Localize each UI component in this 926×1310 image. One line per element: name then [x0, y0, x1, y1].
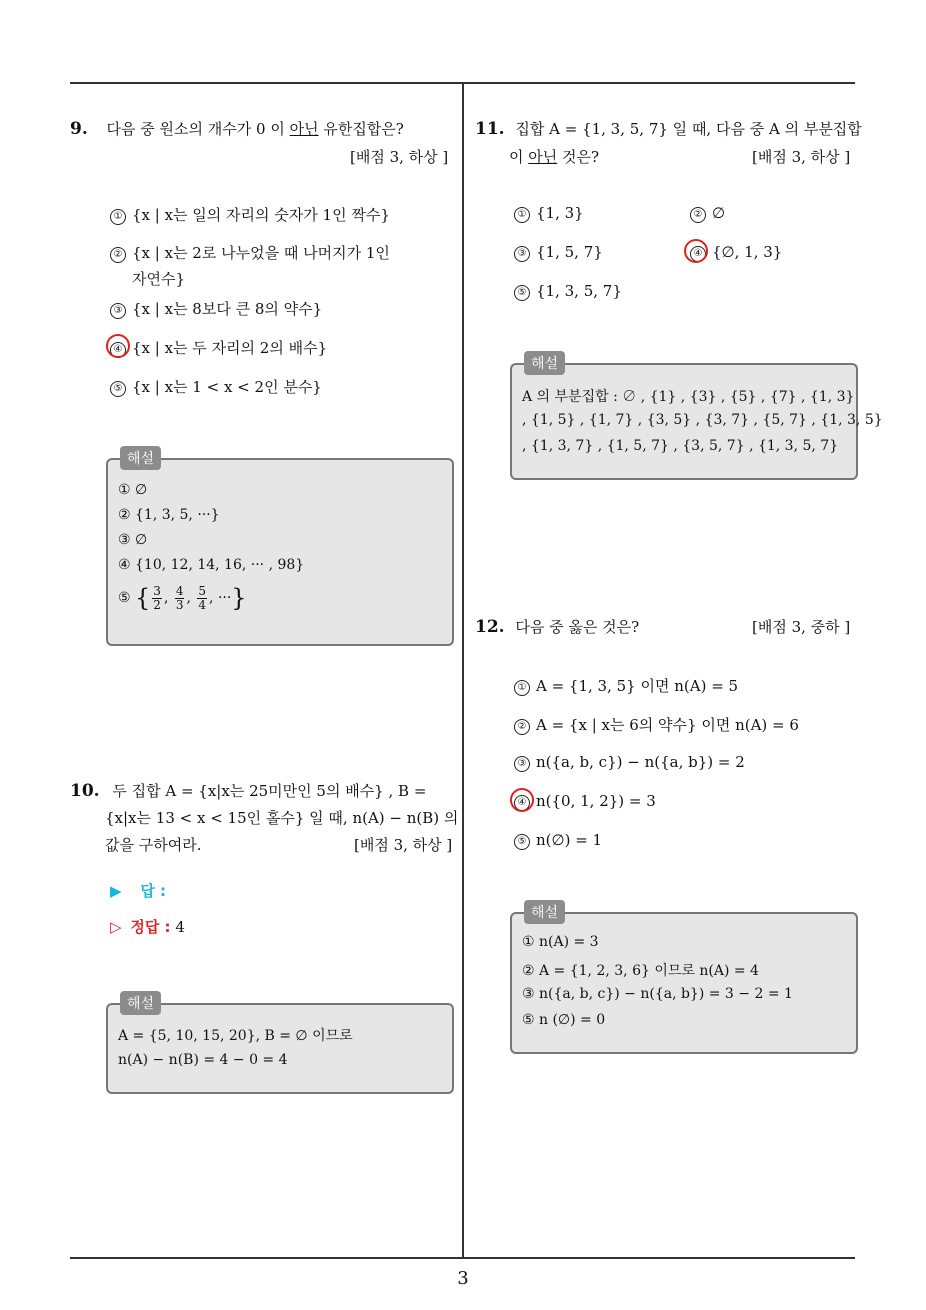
q10-line-1 — [70, 780, 426, 801]
q12-option-2[interactable] — [514, 714, 799, 735]
q9-option-5[interactable] — [110, 376, 322, 397]
q12-option-4[interactable] — [514, 792, 656, 811]
q9-option-3[interactable] — [110, 298, 322, 319]
q12-option-1-text: A = {1, 3, 5} 이면 n(A) = 5 — [536, 677, 739, 695]
q9-frac-2: $\frac{4}{3}$ — [175, 583, 184, 612]
q9-option-2-text: {x | x는 2로 나누었을 때 나머지가 1인 — [132, 244, 390, 262]
q11-option-5-num: ⑤ — [514, 285, 530, 301]
q9-option-4-text: {x | x는 두 자리의 2의 배수} — [132, 339, 328, 357]
q12-text: 다음 중 옳은 것은? — [515, 618, 640, 636]
q11-option-1-text: {1, 3} — [536, 204, 584, 222]
q12-option-5[interactable] — [514, 831, 602, 850]
q11-option-2-num: ② — [690, 207, 706, 223]
q12-score: [배점 3, 중하 ] — [752, 618, 851, 636]
q12-option-5-text: n(∅) = 1 — [536, 831, 603, 849]
q9-brace-open: { — [135, 584, 151, 612]
q12-option-1-num: ① — [514, 680, 530, 696]
q12-option-5-num: ⑤ — [514, 834, 530, 850]
q11-option-2[interactable] — [690, 204, 725, 223]
q12-option-3-text: n({a, b, c}) − n({a, b}) = 2 — [536, 753, 745, 771]
q12-number: 12. — [475, 617, 505, 637]
q11-explanation-line-2: , {1, 5} , {1, 7} , {3, 5} , {3, 7} , {5, 7} , {1, 3, 5} — [522, 412, 883, 428]
q9-option-1-num: ① — [110, 209, 126, 225]
q12-option-2-num: ② — [514, 719, 530, 735]
page-number: 3 — [457, 1268, 469, 1289]
q9-text-after: 유한집합은? — [318, 120, 404, 138]
q11-explanation-tag: 해설 — [524, 351, 565, 375]
q11-option-5[interactable] — [514, 282, 622, 301]
q11-text-1: 집합 A = {1, 3, 5, 7} 일 때, 다음 중 A 의 부분집합 — [515, 120, 862, 138]
q11-text-2-underline: 아닌 — [528, 148, 558, 166]
q12-option-3[interactable] — [514, 753, 745, 772]
q9-explanation-line-1: ① ∅ — [118, 482, 148, 498]
q9-explanation-5-num: ⑤ — [118, 590, 131, 606]
q10-explanation-tag: 해설 — [120, 991, 161, 1015]
q11-explanation-line-1: A 의 부분집합 : ∅ , {1} , {3} , {5} , {7} , {1, 3} — [522, 389, 855, 405]
answer-arrow-icon: ▶ — [110, 882, 122, 900]
q9-text: 다음 중 원소의 개수가 0 이 — [106, 120, 290, 138]
q9-option-2-cont — [132, 268, 185, 289]
q9-option-3-text: {x | x는 8보다 큰 8의 약수} — [132, 300, 323, 318]
q11-number: 11. — [475, 119, 505, 139]
q12-option-4-num: ④ — [514, 795, 530, 811]
q12-option-3-num: ③ — [514, 756, 530, 772]
q10-answer-row[interactable] — [110, 880, 166, 901]
q11-line-1 — [475, 118, 862, 139]
q9-option-2-num: ② — [110, 247, 126, 263]
q11-option-2-text: ∅ — [712, 204, 726, 222]
q10-explanation-line-1: A = {5, 10, 15, 20}, B = ∅ 이므로 — [118, 1028, 353, 1044]
q10-correct-label: 정답 : — [130, 918, 171, 936]
q9-frac-1: $\frac{3}{2}$ — [153, 583, 161, 612]
q12-answer-circle — [510, 788, 534, 812]
q9-option-1-text: {x | x는 일의 자리의 숫자가 1인 짝수} — [132, 206, 390, 224]
q9-option-5-num: ⑤ — [110, 381, 126, 397]
q9-answer-circle — [106, 334, 130, 358]
q9-explanation-line-3: ③ ∅ — [118, 532, 148, 548]
q9-explanation-line-2: ② {1, 3, 5, ···} — [118, 507, 220, 523]
q11-text-2-after: 것은? — [557, 148, 600, 166]
q12-option-2-text: A = {x | x는 6의 약수} 이면 n(A) = 6 — [536, 716, 799, 734]
q9-explanation-box — [106, 458, 454, 646]
q11-text-2: 이 — [509, 148, 529, 166]
q10-score: [배점 3, 하상 ] — [354, 836, 453, 854]
q11-option-5-text: {1, 3, 5, 7} — [536, 282, 622, 300]
q10-line-2: {x|x는 13 < x < 15인 홀수} 일 때, n(A) − n(B) 의 — [105, 809, 459, 827]
q10-answer-label: 답 : — [140, 882, 167, 900]
q9-option-5-text: {x | x는 1 < x < 2인 분수} — [132, 378, 322, 396]
q12-option-1[interactable] — [514, 675, 738, 696]
q11-line-2 — [509, 146, 599, 167]
q9-number: 9. — [70, 119, 88, 139]
q12-explanation-tag: 해설 — [524, 900, 565, 924]
q11-option-1[interactable] — [514, 204, 584, 223]
q9-option-4-num: ④ — [110, 342, 126, 358]
q12-explanation-line-4: ⑤ n (∅) = 0 — [522, 1012, 606, 1028]
q11-option-3[interactable] — [514, 243, 603, 262]
q10-correct-value: 4 — [175, 918, 185, 936]
q12-explanation-line-1: ① n(A) = 3 — [522, 934, 599, 950]
q9-option-2[interactable] — [110, 242, 390, 263]
q11-option-3-text: {1, 5, 7} — [536, 243, 603, 261]
q12-explanation-line-2: ② A = {1, 2, 3, 6} 이므로 n(A) = 4 — [522, 963, 759, 979]
bottom-rule — [70, 1257, 855, 1259]
q9-option-2-text-cont: 자연수} — [132, 270, 186, 288]
column-divider — [462, 84, 464, 1259]
q9-option-4[interactable] — [110, 337, 327, 358]
q11-option-4-num: ④ — [690, 246, 706, 262]
q10-line-3: 값을 구하여라. — [105, 836, 202, 854]
q11-explanation-line-3: , {1, 3, 7} , {1, 5, 7} , {3, 5, 7} , {1, 3, 5, 7} — [522, 438, 839, 454]
q10-explanation-box — [106, 1003, 454, 1094]
q11-score: [배점 3, 하상 ] — [752, 148, 851, 166]
q10-correct-row — [110, 916, 185, 937]
q12-explanation-line-3: ③ n({a, b, c}) − n({a, b}) = 3 − 2 = 1 — [522, 986, 793, 1002]
q9-text-underline: 아닌 — [289, 120, 319, 138]
q12-question — [475, 616, 639, 637]
q11-option-3-num: ③ — [514, 246, 530, 262]
q9-explanation-line-5: ⑤ { $\frac{3}{2}$ , $\frac{4}{3}$ , $\frac{5}{4}$ , ···} — [118, 583, 247, 612]
q10-number: 10. — [70, 781, 100, 801]
q9-explanation-line-4: ④ {10, 12, 14, 16, ··· , 98} — [118, 557, 305, 573]
q9-explanation-5-tail: ··· — [217, 590, 232, 606]
q10-text-1: 두 집합 A = {x|x는 25미만인 5의 배수} , B = — [112, 782, 427, 800]
q12-option-4-text: n({0, 1, 2}) = 3 — [536, 792, 656, 810]
q9-frac-3: $\frac{5}{4}$ — [198, 583, 207, 612]
q11-option-4-text: {∅, 1, 3} — [712, 243, 783, 261]
q9-brace-close: } — [231, 584, 247, 612]
q9-option-3-num: ③ — [110, 303, 126, 319]
q11-answer-circle — [684, 239, 708, 263]
q11-option-1-num: ① — [514, 207, 530, 223]
q10-explanation-line-2: n(A) − n(B) = 4 − 0 = 4 — [118, 1052, 288, 1068]
q9-option-1[interactable] — [110, 204, 390, 225]
q9-question — [70, 118, 404, 139]
q9-explanation-tag: 해설 — [120, 446, 161, 470]
q9-score: [배점 3, 하상 ] — [350, 148, 449, 166]
correct-arrow-icon: ▷ — [110, 918, 122, 936]
